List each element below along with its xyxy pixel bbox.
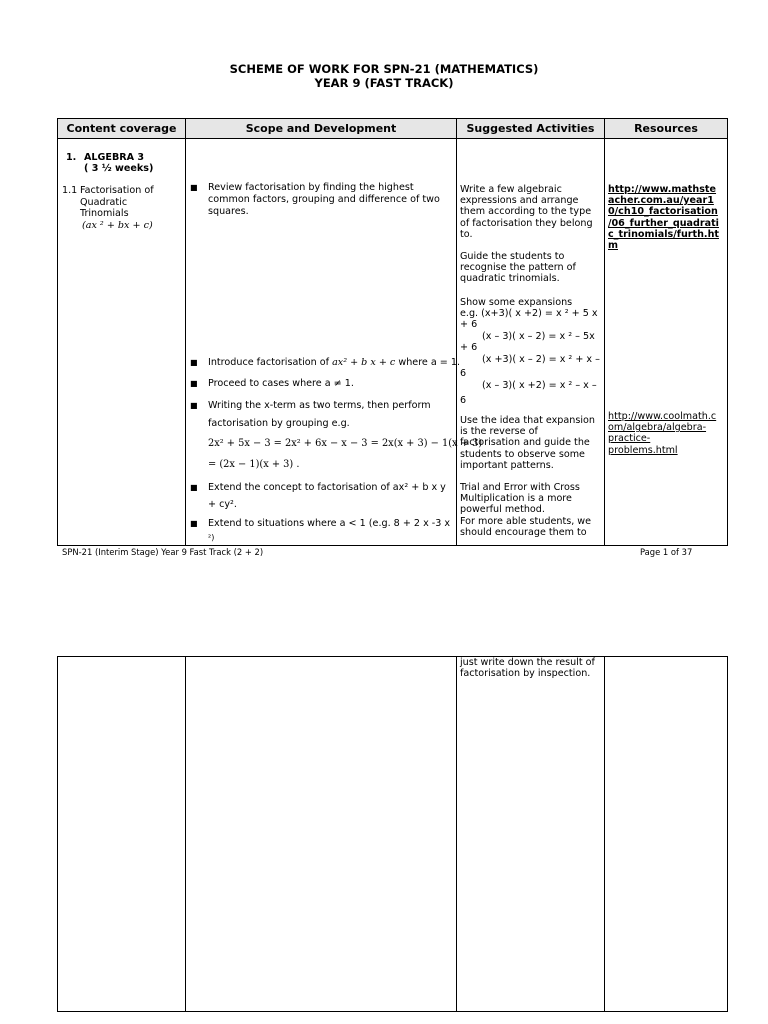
resources-cell — [605, 139, 728, 546]
activity-paragraph-3 — [460, 297, 600, 406]
activity-paragraph-1 — [460, 184, 593, 240]
activity-paragraph-5 — [460, 482, 591, 538]
scope-b4-equation2: = (2x − 1)(x + 3) . — [208, 459, 300, 470]
scope-b6-line2: ²) — [208, 533, 215, 542]
activity-line: recognise the pattern of — [460, 262, 576, 274]
footer-left: SPN-21 (Interim Stage) Year 9 Fast Track (2 + 2) — [62, 547, 264, 557]
activities-cell-cont — [457, 657, 605, 1012]
activity-line: powerful method. — [460, 504, 545, 516]
activity-line: factorisation by inspection. — [460, 668, 591, 680]
activity-line: + 6 — [460, 341, 478, 353]
activity-line: of factorisation they belong — [460, 217, 593, 229]
header-resources: Resources — [605, 119, 728, 139]
link-line: http://www.coolmath.c — [608, 411, 717, 422]
scope-b6-line1: Extend to situations where a < 1 (e.g. 8 + 2 x -3 x — [208, 518, 451, 529]
link-line: http://www.mathste — [608, 184, 717, 195]
activity-line: just write down the result of — [460, 657, 595, 668]
bullet-icon: ■ — [190, 519, 198, 528]
subtopic-line3: Trinomials — [80, 208, 129, 219]
resources-cell-cont — [605, 657, 728, 1012]
activity-line: to. — [460, 228, 473, 240]
activity-line: For more able students, we — [460, 515, 592, 527]
activity-line: Show some expansions — [460, 297, 573, 308]
activity-paragraph-2 — [460, 251, 576, 285]
header-suggested-activities: Suggested Activities — [457, 119, 605, 139]
scope-b1-line2: common factors, grouping and difference of two — [208, 194, 440, 205]
scope-b2-text: Introduce factorisation of — [208, 357, 329, 368]
activity-line: Trial and Error with Cross — [460, 482, 580, 493]
activity-line: important patterns. — [460, 459, 554, 471]
activity-line: Use the idea that expansion — [460, 415, 595, 426]
activity-line: 6 — [460, 394, 467, 406]
activity-line: e.g. (x+3)( x +2) = x ² + 5 x — [460, 308, 598, 320]
scope-b5-line1: Extend the concept to factorisation of ax² + b x y — [208, 482, 446, 493]
scope-b4-line1: Writing the x-term as two terms, then perform — [208, 400, 431, 411]
scope-b2 — [208, 357, 460, 368]
subtopic-number: 1.1 — [62, 185, 78, 196]
bullet-icon: ■ — [190, 379, 198, 388]
activity-line: 6 — [460, 368, 467, 380]
bullet-icon: ■ — [190, 401, 198, 410]
header-content-coverage: Content coverage — [58, 119, 186, 139]
activity-line: is the reverse of — [460, 426, 538, 438]
activities-cell — [457, 139, 605, 546]
scope-b1-line3: squares. — [208, 206, 249, 217]
scope-cell-cont — [186, 657, 457, 1012]
document-title: SCHEME OF WORK FOR SPN-21 (MATHEMATICS) — [229, 62, 539, 76]
link-line: om/algebra/algebra- — [608, 422, 707, 434]
scope-b4-equation1: 2x² + 5x − 3 = 2x² + 6x − x − 3 = 2x(x + 3) − 1(x + 3) — [208, 438, 483, 449]
scheme-table — [57, 118, 728, 546]
scope-b2-expression: ax² + b x + c — [332, 357, 396, 368]
subtopic-expression: (ax ² + bx + c) — [82, 220, 153, 231]
document-subtitle: YEAR 9 (FAST TRACK) — [314, 76, 454, 90]
content-coverage-cell — [58, 139, 186, 546]
subtopic-line2: Quadratic — [80, 197, 128, 208]
scope-b3: Proceed to cases where a ≠ 1. — [208, 378, 354, 389]
link-line: acher.com.au/year1 — [608, 195, 714, 207]
activity-line: (x – 3)( x – 2) = x ² – 5x — [482, 330, 595, 342]
header-scope-development: Scope and Development — [186, 119, 457, 139]
scope-b1-line1: Review factorisation by finding the highest — [208, 182, 414, 193]
scope-b4-line2: factorisation by grouping e.g. — [208, 418, 350, 429]
link-line: 0/ch10_factorisation — [608, 206, 718, 218]
activity-line: (x +3)( x – 2) = x ² + x – — [482, 354, 600, 366]
activity-line: them according to the type — [460, 206, 592, 218]
topic-duration: ( 3 ½ weeks) — [84, 163, 154, 174]
link-line: c_trinomials/furth.ht — [608, 228, 719, 240]
activity-line: (x – 3)( x +2) = x ² – x – — [482, 380, 597, 392]
activity-line: students to observe some — [460, 448, 585, 460]
activity-line: Multiplication is a more — [460, 493, 572, 505]
link-line: m — [608, 240, 618, 252]
bullet-icon: ■ — [190, 183, 198, 192]
activity-line: Write a few algebraic — [460, 184, 562, 195]
content-coverage-cell-cont — [58, 657, 186, 1012]
link-line: problems.html — [608, 444, 678, 456]
resource-link-coolmath[interactable] — [608, 411, 716, 456]
activity-line: Guide the students to — [460, 251, 565, 262]
footer-page-number: Page 1 of 37 — [640, 547, 693, 557]
scope-b5-line2: + cy². — [208, 499, 237, 510]
subtopic-line1: Factorisation of — [80, 185, 154, 196]
activity-line: expressions and arrange — [460, 195, 579, 207]
continuation-table — [57, 656, 728, 1012]
topic-title: ALGEBRA 3 — [84, 152, 145, 163]
scope-cell — [186, 139, 483, 546]
link-line: /06_further_quadrati — [608, 217, 719, 229]
resource-link-mathsteacher[interactable] — [608, 184, 719, 251]
bullet-icon: ■ — [190, 358, 198, 367]
link-line: practice- — [608, 433, 651, 445]
scope-b2-where: where a = 1. — [398, 357, 461, 368]
topic-number: 1. — [66, 152, 77, 163]
activity-paragraph-4 — [460, 415, 595, 471]
activity-line: should encourage them to — [460, 526, 587, 538]
activity-line: + 6 — [460, 319, 478, 331]
bullet-icon: ■ — [190, 483, 198, 492]
activity-line: factorisation and guide the — [460, 437, 590, 449]
activity-line: quadratic trinomials. — [460, 273, 560, 285]
